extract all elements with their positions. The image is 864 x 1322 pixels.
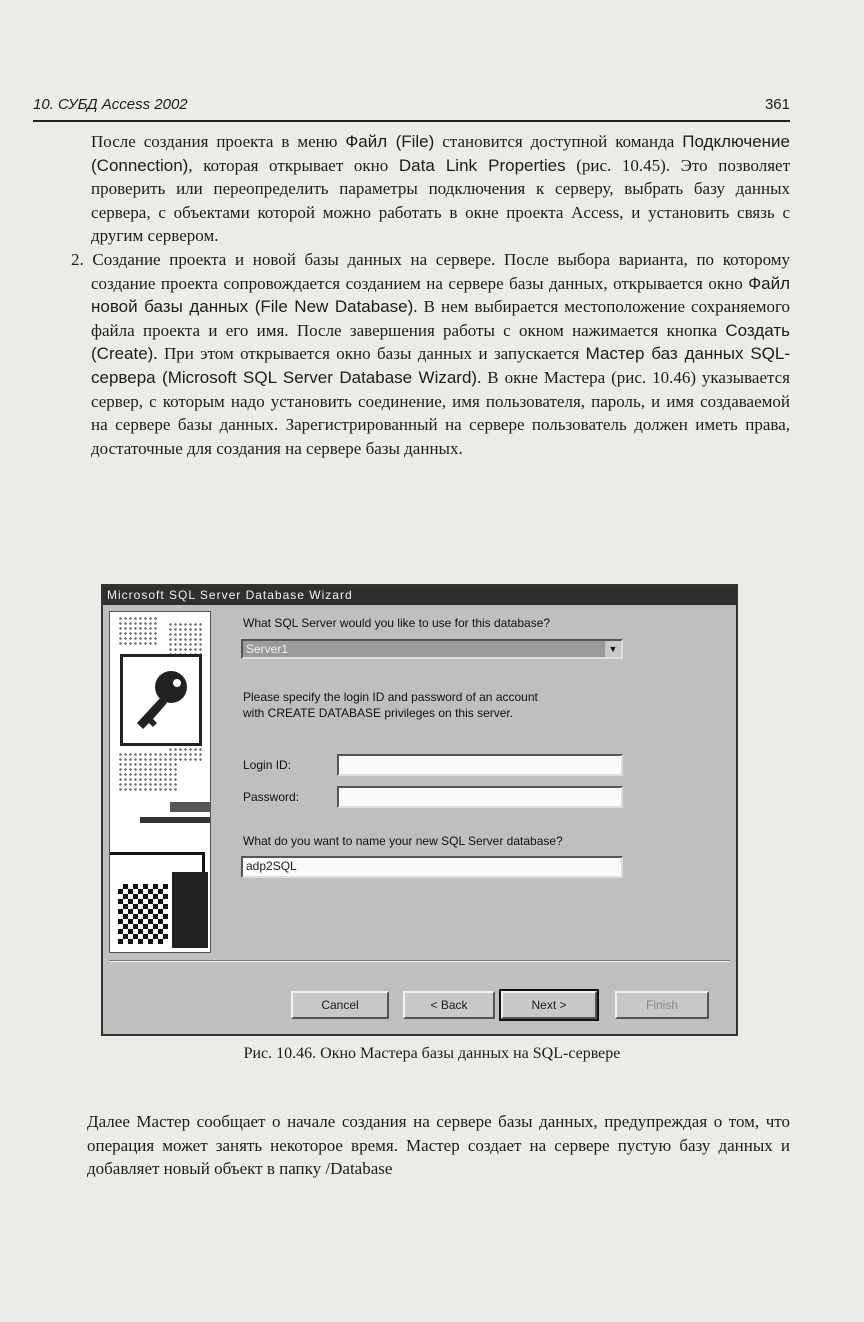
running-header	[33, 96, 790, 122]
list-item-2: 2. Создание проекта и новой базы данных на сервере. После выбора варианта, по которому создание проекта сопровождается созданием на сервере базы данных, открывается окно Файл новой базы данных (File New Database). В нем выбирается местоположение сохраняемого файла проекта и его имя. После завершения работы с окном нажимается кнопка Создать (Create). При этом открывается окно базы данных и запускается Мастер баз данных SQL-сервера (Microsoft SQL Server Database Wizard). В окне Мастера (рис. 10.46) указывается сервер, с которым надо установить соединение, имя пользователя, пароль, и имя создаваемой на сервере базы данных. Зарегистрированный на сервере пользователь должен иметь права, достаточные для создания на сервере базы данных.	[71, 249, 791, 458]
paragraph-wizard-continues: Далее Мастер сообщает о начале создания на сервере базы данных, предупреждая о том, что операция может занять некоторое время. Мастер создает на сервере пустую базу данных и добавляет новый объект в папку /Database	[87, 1112, 790, 1179]
cancel-button[interactable]: Cancel	[291, 991, 389, 1019]
server-select[interactable]: Server1 ▼	[241, 639, 623, 659]
dialog-separator	[109, 960, 730, 962]
chapter-title: 10. СУБД Access 2002	[33, 96, 188, 113]
login-prompt-line-1: Please specify the login ID and password of an account	[243, 690, 538, 704]
back-button[interactable]: < Back	[403, 991, 495, 1019]
paragraph-connection: После создания проекта в меню Файл (File) становится доступной команда Подключение (Connection), которая открывает окно Data Link Properties (рис. 10.45). Это позволяет проверить или переопределить параметры подключения к серверу, выбрать базу данных сервера, с объектами которой можно работать в окне проекта Access, и установить связь с другим сервером.	[91, 132, 791, 246]
figure-caption: Рис. 10.46. Окно Мастера базы данных на SQL-сервере	[243, 1045, 621, 1062]
login-prompt-line-2: with CREATE DATABASE privileges on this server.	[243, 706, 514, 720]
key-icon	[120, 654, 202, 746]
server-question: What SQL Server would you like to use for this database?	[243, 616, 551, 630]
database-name-input[interactable]: adp2SQL	[241, 856, 623, 878]
body-text-top	[58, 130, 790, 460]
sql-server-wizard-dialog	[101, 584, 738, 1036]
login-id-input[interactable]	[337, 754, 623, 776]
dropdown-arrow-icon[interactable]: ▼	[605, 641, 621, 657]
password-input[interactable]	[337, 786, 623, 808]
finish-button[interactable]: Finish	[615, 991, 709, 1019]
body-text-bottom	[54, 1110, 790, 1181]
page-number: 361	[764, 96, 790, 113]
login-id-label: Login ID:	[243, 758, 292, 772]
next-button[interactable]: Next >	[501, 991, 597, 1019]
wizard-illustration	[109, 611, 211, 953]
dialog-titlebar: Microsoft SQL Server Database Wizard	[103, 586, 736, 605]
dbname-question: What do you want to name your new SQL Server database?	[243, 834, 563, 848]
password-label: Password:	[243, 790, 300, 804]
